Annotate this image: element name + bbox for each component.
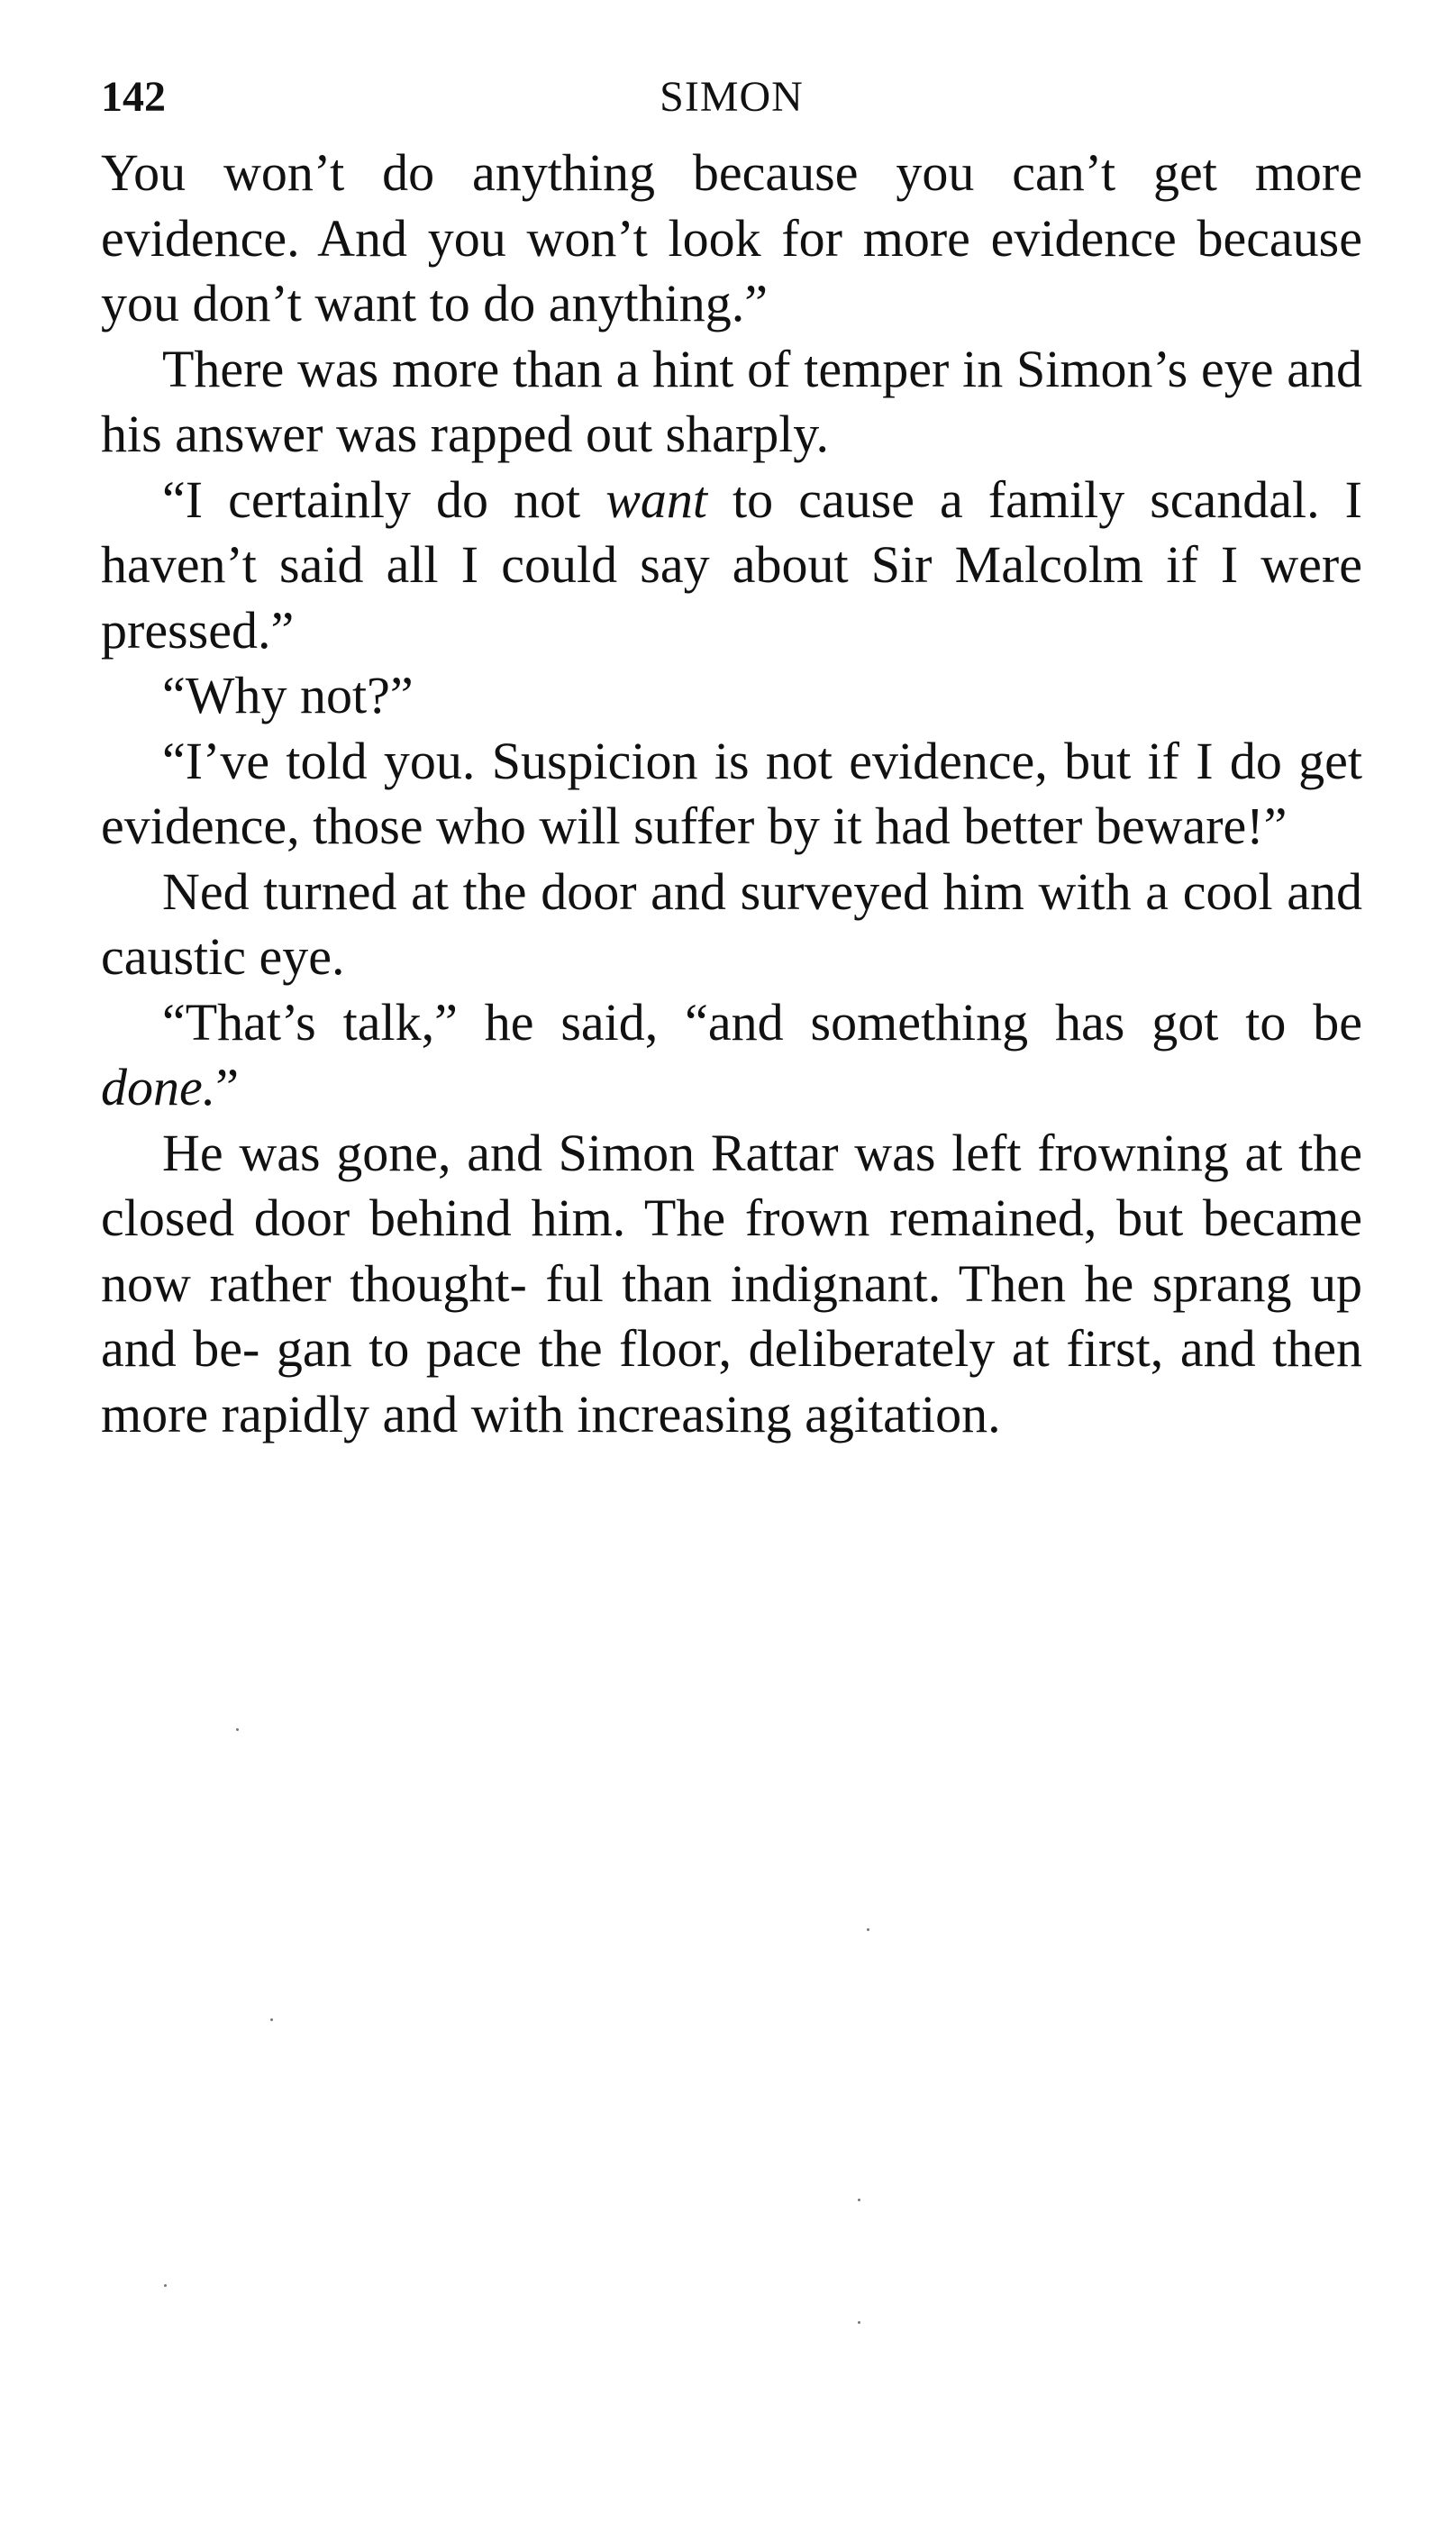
scan-speck [858,2321,860,2324]
paragraph-3-before: “I certainly do not [162,469,606,529]
paragraph-4: “Why not?” [162,666,414,724]
paragraph-3-emphasis: want [605,469,708,529]
paragraph-2: There was more than a hint of temper in Simon’s eye and his answer was rapped out sharply. [101,339,1362,463]
paragraph-3 [101,468,1362,664]
scan-speck [858,2199,860,2201]
paragraph-7-emphasis: done. [101,1058,216,1116]
paragraph-6: Ned turned at the door and surveyed him with a cool and caustic eye. [101,861,1362,986]
paragraph-7-before: “That’s talk,” he said, “and something has got to be [162,992,1362,1052]
scan-speck [236,1728,239,1731]
running-title: SIMON [660,73,804,121]
page-number: 142 [101,73,166,121]
paragraph-7-after: ” [215,1058,239,1116]
paragraph-7 [101,990,1362,1121]
paragraph-3-after: to cause a family scandal. I haven’t said all I could say about Sir Malcolm if I were pressed.” [101,469,1363,660]
paragraph-8: He was gone, and Simon Rattar was left frowning at the closed door behind him. The frown remained, but became now rather thought- ful than indignant. Then he sprang up and be- gan to pace the floor, deliberately at first, and then more rapidly and with increasing agitation. [101,1123,1362,1444]
book-page [101,54,1362,1447]
paragraph-5: “I’ve told you. Suspicion is not evidence, but if I do get evidence, those who will suffer by it had better beware!” [101,731,1362,855]
scan-speck [164,2284,167,2287]
body-text [101,141,1362,1447]
paragraph-1: You won’t do anything because you can’t get more evidence. And you won’t look for more evidence because you don’t want to do anything.” [101,143,1362,332]
scan-speck [867,1928,869,1931]
running-head [101,54,1362,141]
scan-speck [270,2018,273,2021]
